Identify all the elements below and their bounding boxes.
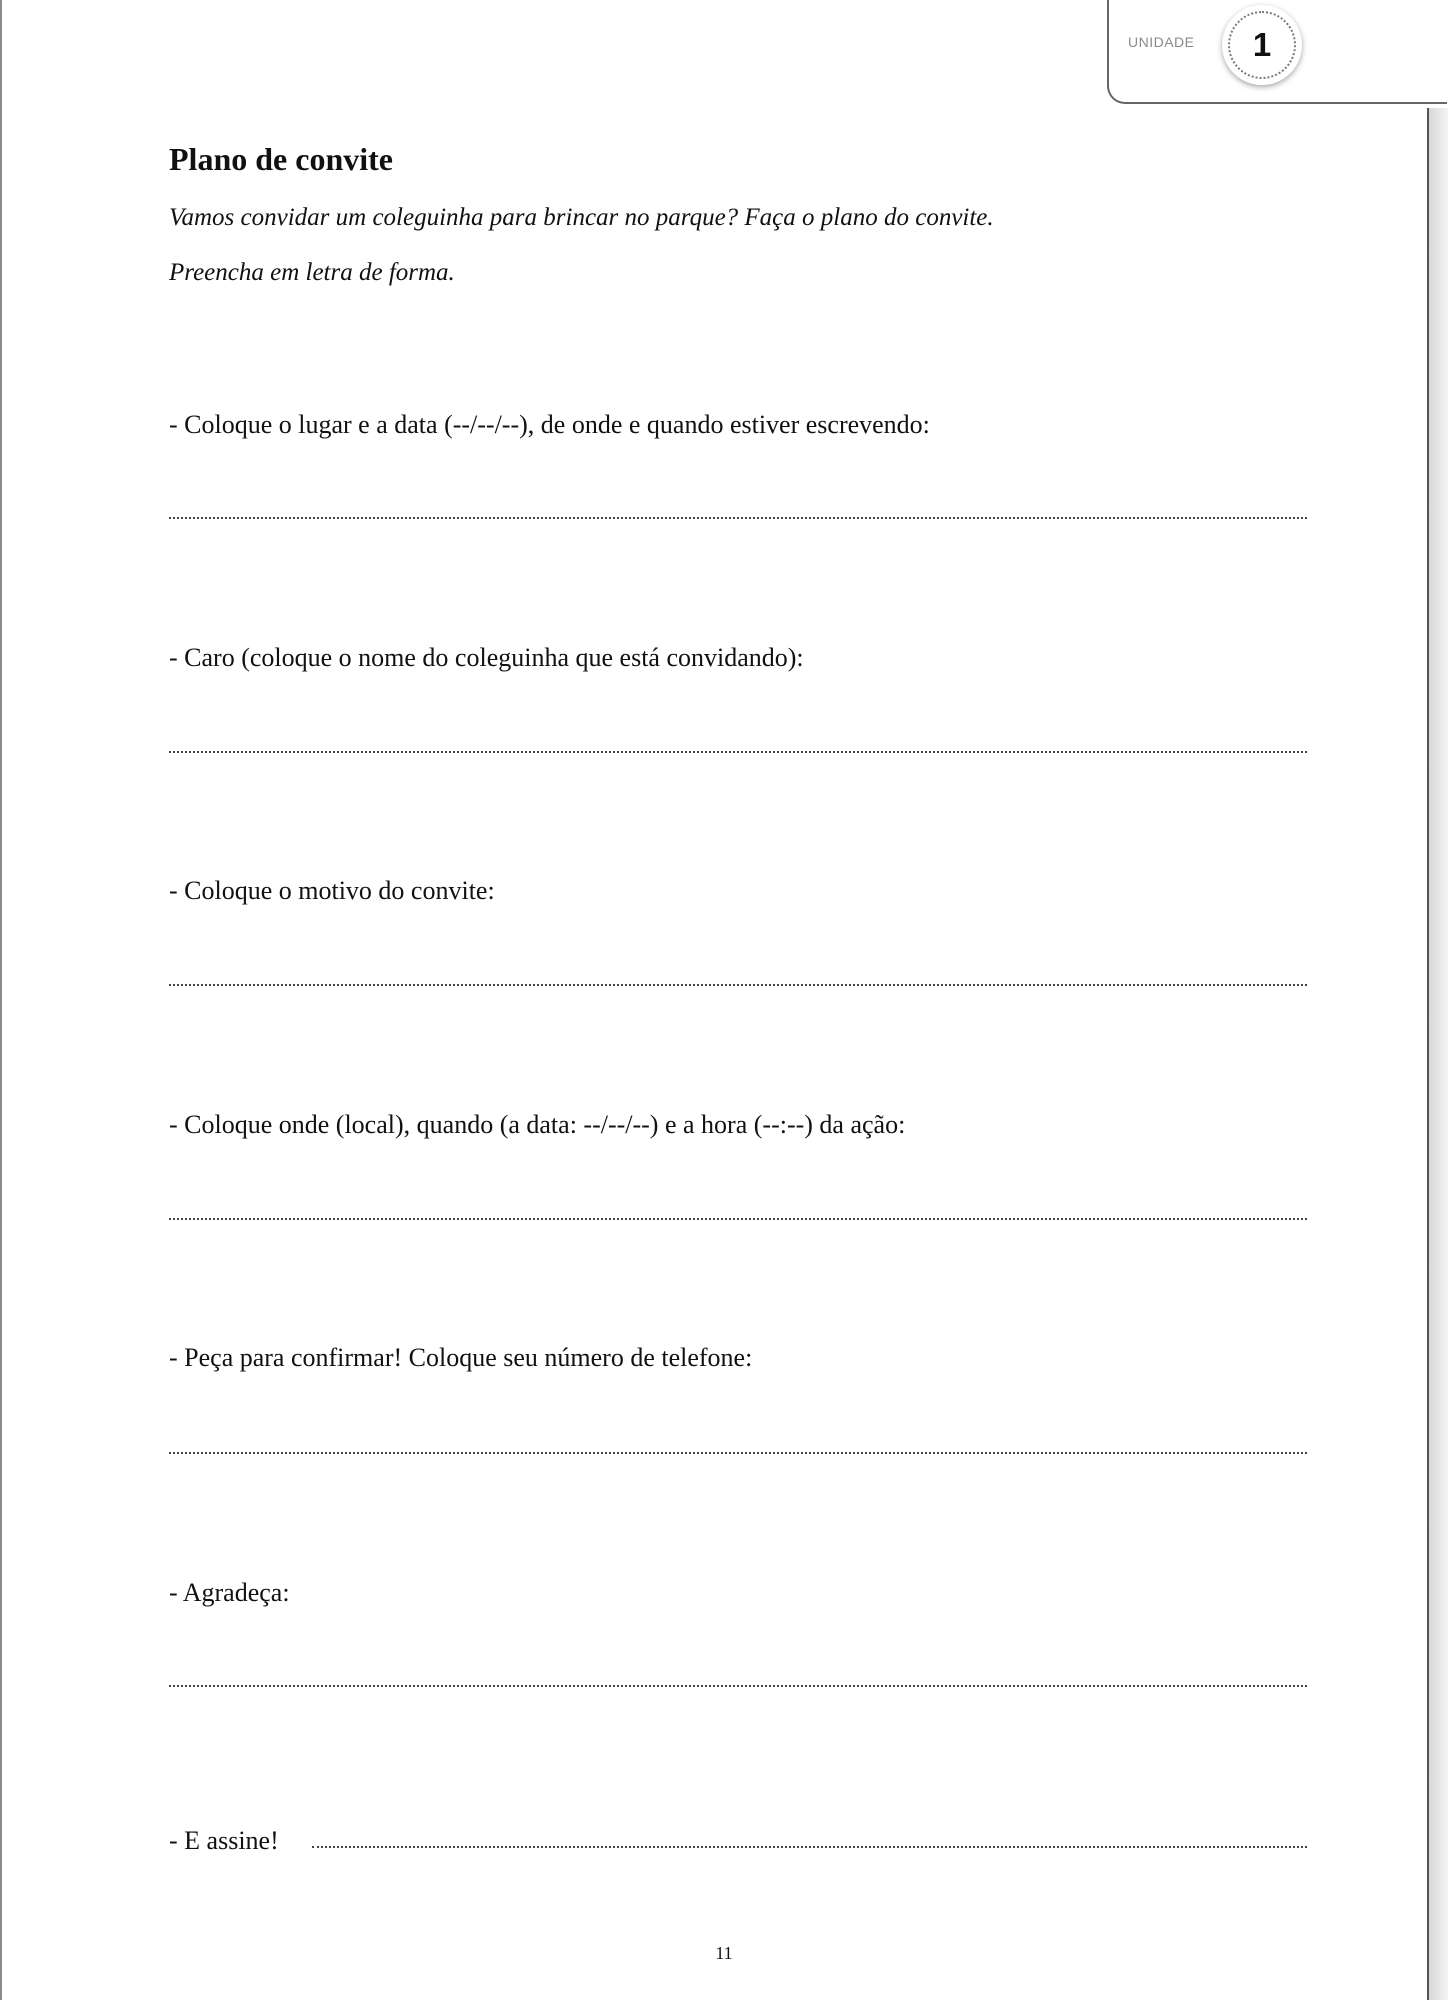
prompt-when-where: - Coloque onde (local), quando (a data: --/--/--) e a hora (--:--) da ação: [169, 1110, 906, 1139]
page-number: 11 [715, 1943, 733, 1963]
unit-label: UNIDADE [1128, 34, 1195, 50]
answer-line-thanks[interactable] [169, 1685, 1307, 1687]
prompt-reason: - Coloque o motivo do convite: [169, 876, 495, 905]
prompt-friend-name: - Caro (coloque o nome do coleguinha que está convidando): [169, 643, 804, 672]
answer-line-phone[interactable] [169, 1452, 1307, 1454]
page-left-edge [0, 0, 2, 2000]
page-right-edge [1427, 108, 1429, 2000]
answer-line-friend-name[interactable] [169, 751, 1307, 753]
prompt-signature: - E assine! [169, 1826, 279, 1855]
page-title: Plano de convite [169, 141, 393, 177]
unit-badge [1222, 5, 1302, 85]
prompt-thanks: - Agradeça: [169, 1578, 290, 1607]
prompt-place-date: - Coloque o lugar e a data (--/--/--), de onde e quando estiver escrevendo: [169, 410, 930, 439]
answer-line-when-where[interactable] [169, 1218, 1307, 1220]
instruction-text: Preencha em letra de forma. [169, 259, 455, 286]
answer-line-reason[interactable] [169, 984, 1307, 986]
signature-line[interactable] [312, 1846, 1307, 1848]
instruction-text: Vamos convidar um coleguinha para brincar no parque? Faça o plano do convite. [169, 204, 994, 231]
answer-line-place-date[interactable] [169, 517, 1307, 519]
unit-number: 1 [1252, 26, 1272, 63]
page-right-shadow [1429, 108, 1448, 2000]
prompt-phone: - Peça para confirmar! Coloque seu número de telefone: [169, 1343, 753, 1372]
